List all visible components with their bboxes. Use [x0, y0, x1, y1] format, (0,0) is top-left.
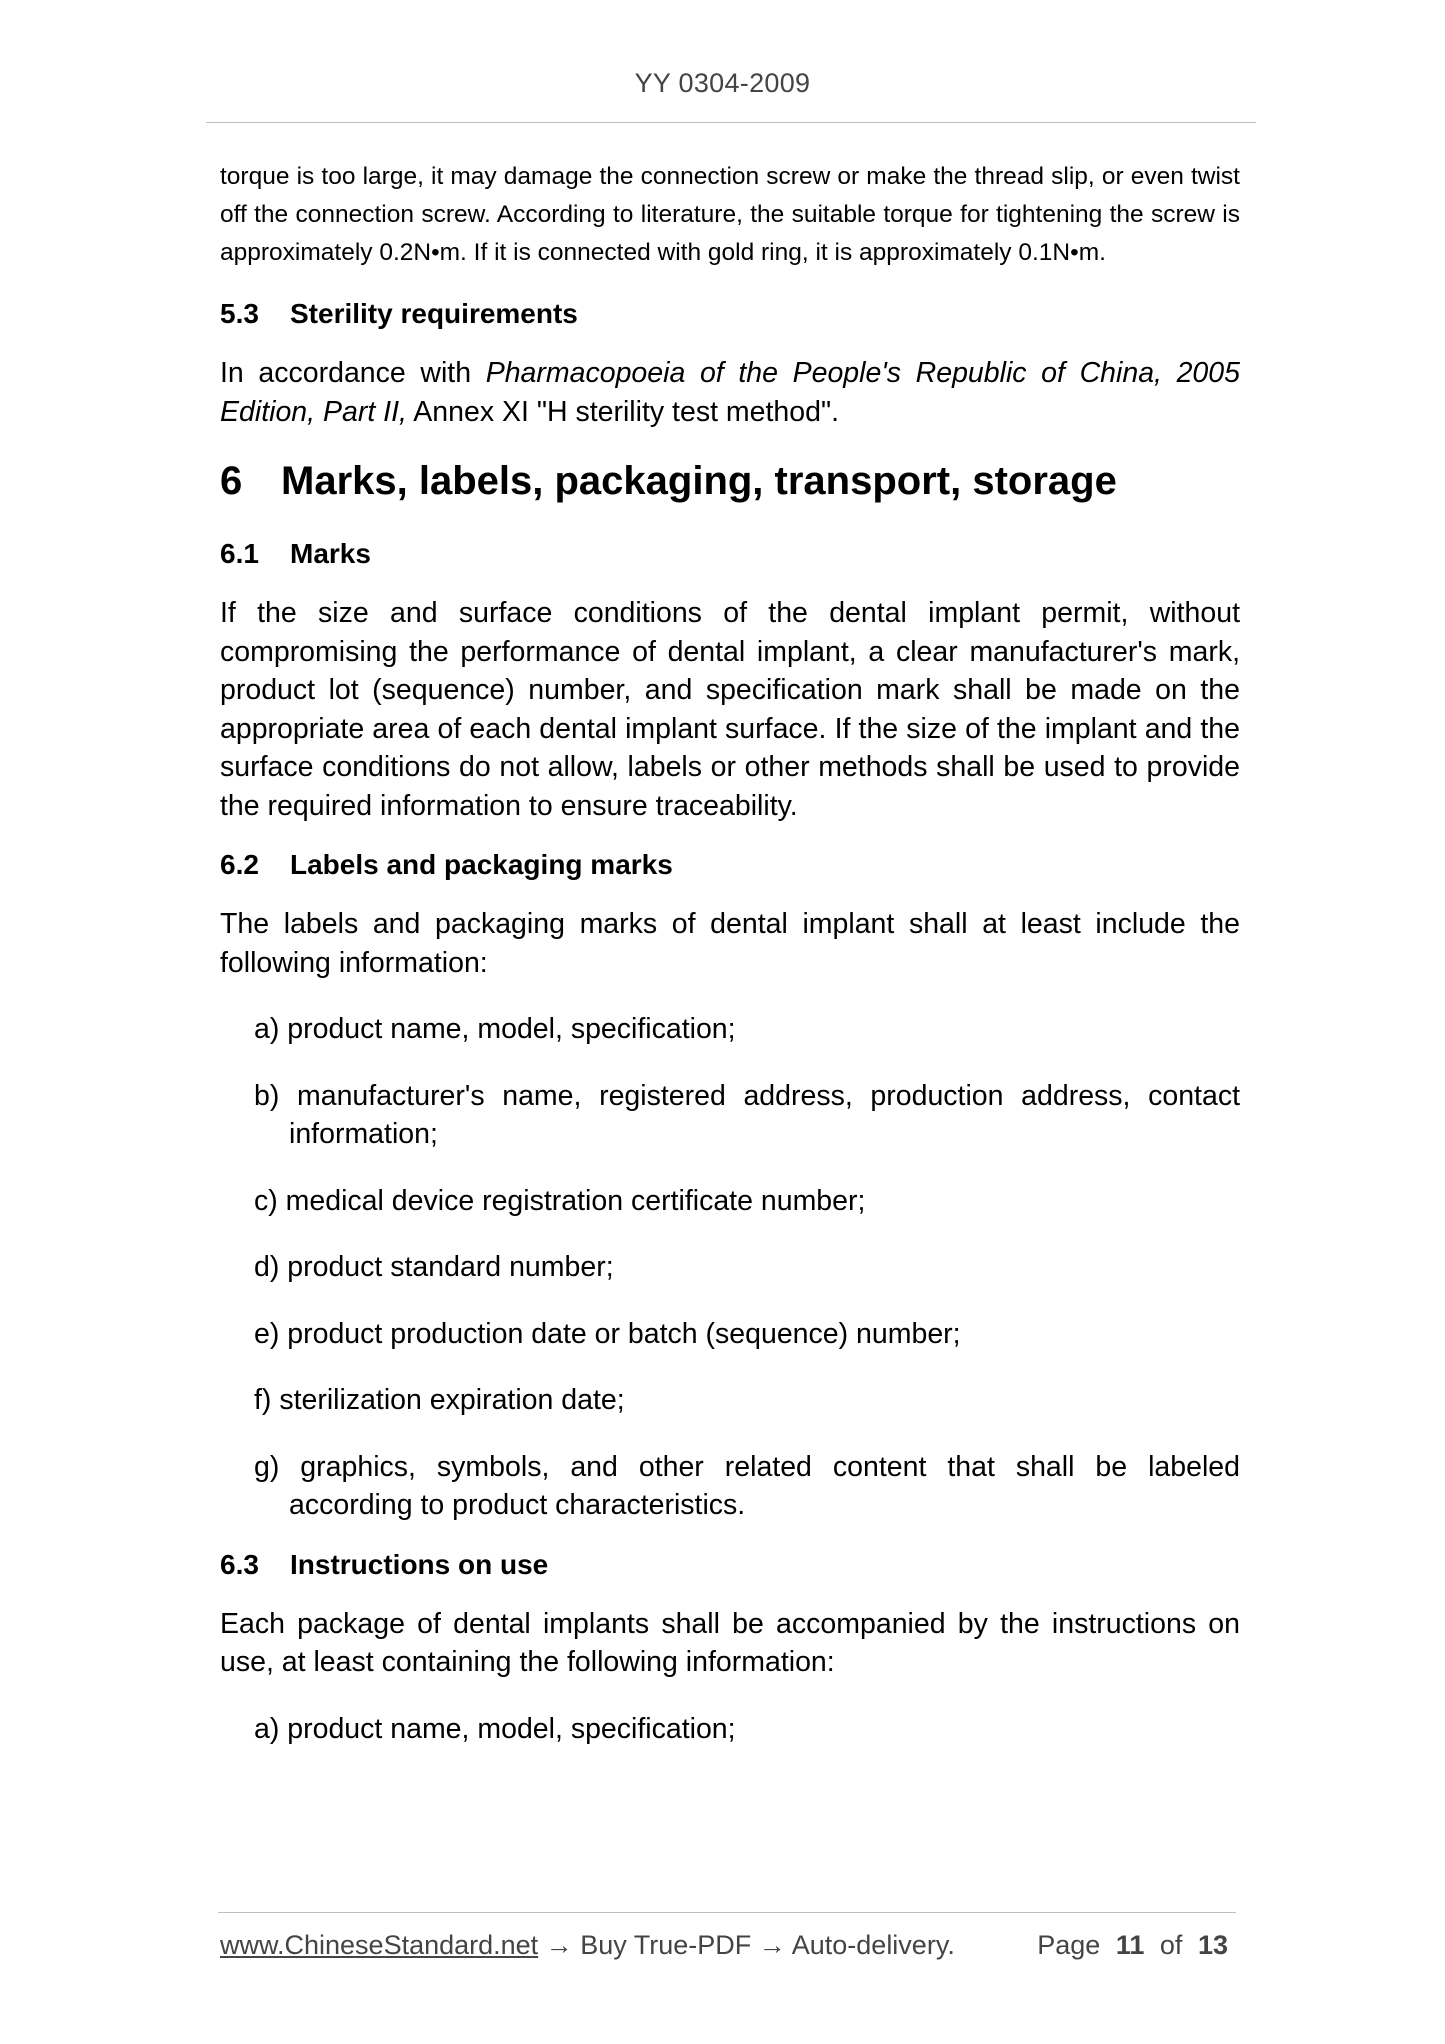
promo-text: → Buy True-PDF → Auto-delivery. — [538, 1930, 955, 1960]
page-of: of — [1159, 1930, 1183, 1960]
section-6-3-heading — [220, 1549, 1240, 1581]
section-5-3-heading — [220, 298, 1240, 330]
section-number: 6.1 — [220, 538, 259, 569]
site-link[interactable]: www.ChineseStandard.net — [220, 1930, 539, 1960]
document-body — [220, 158, 1240, 1748]
section-6-2-heading — [220, 849, 1240, 881]
text-run: Annex XI "H sterility test method". — [406, 395, 840, 428]
header-divider — [206, 122, 1256, 123]
list-item: a) product name, model, specification; — [254, 1712, 736, 1745]
chapter-number: 6 — [220, 459, 243, 503]
section-number: 6.3 — [220, 1548, 259, 1580]
list-item: f) sterilization expiration date; — [254, 1384, 625, 1416]
list-item: g) graphics, symbols, and other related content that shall be labeled according to product characteristics. — [254, 1450, 1240, 1521]
list-item: c) medical device registration certificate number; — [254, 1184, 866, 1217]
page-footer — [220, 1930, 1240, 1961]
intro-paragraph: torque is too large, it may damage the connection screw or make the thread slip, or even twist off the connection screw. According to literature, the suitable torque for tightening the screw is approximately 0.2N•m. If it is connected with gold ring, it is approximately 0.1N•m. — [220, 163, 1240, 266]
text-run: In accordance with — [220, 357, 486, 389]
footer-divider — [218, 1912, 1236, 1913]
page-total: 13 — [1197, 1930, 1228, 1960]
section-title: Labels and packaging marks — [290, 849, 673, 880]
italic-reference: Pharmacopoeia of the People's Republic of China, 2005 Edition, Part II, — [220, 357, 1240, 428]
page-label: Page — [1037, 1930, 1101, 1960]
page-header: YY 0304-2009 — [634, 68, 811, 98]
section-5-3-paragraph — [220, 354, 1240, 431]
section-number: 6.2 — [220, 849, 259, 880]
list-item: d) product standard number; — [254, 1251, 614, 1283]
list-item: a) product name, model, specification; — [254, 1013, 736, 1045]
section-title: Marks — [290, 538, 371, 569]
chapter-title: Marks, labels, packaging, transport, storage — [281, 459, 1117, 503]
section-6-1-paragraph: If the size and surface conditions of the dental implant permit, without compromising the performance of dental implant, a clear manufacturer's mark, product lot (sequence) number, and specification mark shall be made on the appropriate area of each dental implant surface. If the size of the implant and the surface conditions do not allow, labels or other methods shall be used to provide the required information to ensure traceability. — [220, 597, 1240, 822]
footer-promo — [220, 1930, 955, 1961]
section-title: Instructions on use — [290, 1548, 549, 1580]
list-item: e) product production date or batch (sequence) number; — [254, 1317, 961, 1350]
section-6-2-paragraph: The labels and packaging marks of dental implant shall at least include the following information: — [220, 908, 1240, 979]
chapter-6-heading — [220, 459, 1240, 504]
section-6-1-heading — [220, 538, 1240, 570]
list-item: b) manufacturer's name, registered address, production address, contact information; — [254, 1079, 1240, 1150]
section-6-3-paragraph: Each package of dental implants shall be accompanied by the instructions on use, at least containing the following information: — [220, 1607, 1240, 1678]
page-current: 11 — [1115, 1930, 1145, 1960]
page-indicator — [1037, 1930, 1240, 1961]
section-title: Sterility requirements — [290, 298, 578, 329]
section-number: 5.3 — [220, 298, 259, 329]
